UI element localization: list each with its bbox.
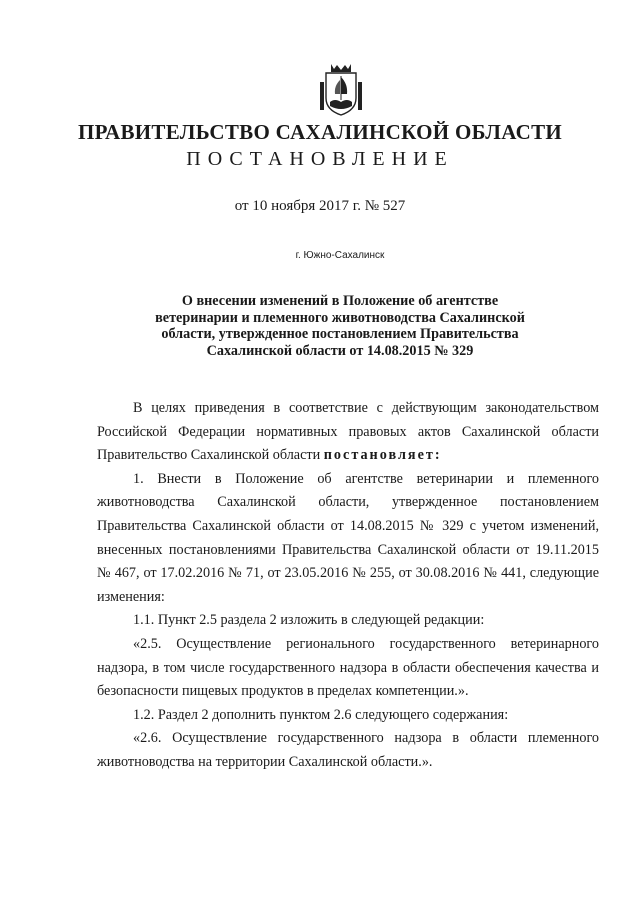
government-title: ПРАВИТЕЛЬСТВО САХАЛИНСКОЙ ОБЛАСТИ [77, 120, 563, 144]
paragraph-1: 1. Внести в Положение об агентстве ветеринарии и племенного животноводства Сахалинской области, утвержденное постановлением Правительства Сахалинской области от 14.08.2015 № 329 с учетом изменений, внесенных постановлениями Правительства Сахалинской области от 19.11.2015 № 467, от 17.02.2016 № 71, от 23.05.2016 № 255, от 30.08.2016 № 441, следующие изменения: [97, 470, 599, 605]
paragraph-1-1-text: «2.5. Осуществление регионального государственного ветеринарного надзора, в том числе государственного надзора в области обеспечения качества и безопасности пищевых продуктов в пределах компетенции.». [97, 635, 599, 700]
city-name: г. Южно-Сахалинск [295, 250, 385, 261]
subject-line: О внесении изменений в Положение об агентстве [181, 293, 499, 309]
date-and-number: от 10 ноября 2017 г. № 527 [234, 198, 406, 214]
paragraph-1-2: 1.2. Раздел 2 дополнить пунктом 2.6 следующего содержания: [133, 706, 509, 723]
coat-of-arms-icon [318, 62, 364, 116]
preamble-paragraph [97, 397, 599, 468]
document-subject [130, 293, 550, 359]
paragraph-1-1: 1.1. Пункт 2.5 раздела 2 изложить в следующей редакции: [133, 612, 485, 629]
document-body [97, 397, 599, 775]
paragraph-1-2-text: «2.6. Осуществление государственного надзора в области племенного животноводства на территории Сахалинской области.». [97, 730, 599, 770]
subject-line: области, утвержденное постановлением Правительства [161, 326, 519, 342]
subject-line: Сахалинской области от 14.08.2015 № 329 [206, 342, 474, 359]
document-type: ПОСТАНОВЛЕНИЕ [186, 148, 454, 170]
subject-line: ветеринарии и племенного животноводства Сахалинской [155, 309, 525, 326]
decree-word: постановляет: [323, 447, 442, 464]
preamble-text: В целях приведения в соответствие с действующим законодательством Российской Федерации нормативных правовых актов Сахалинской области Правительство Сахалинской области [97, 400, 599, 464]
